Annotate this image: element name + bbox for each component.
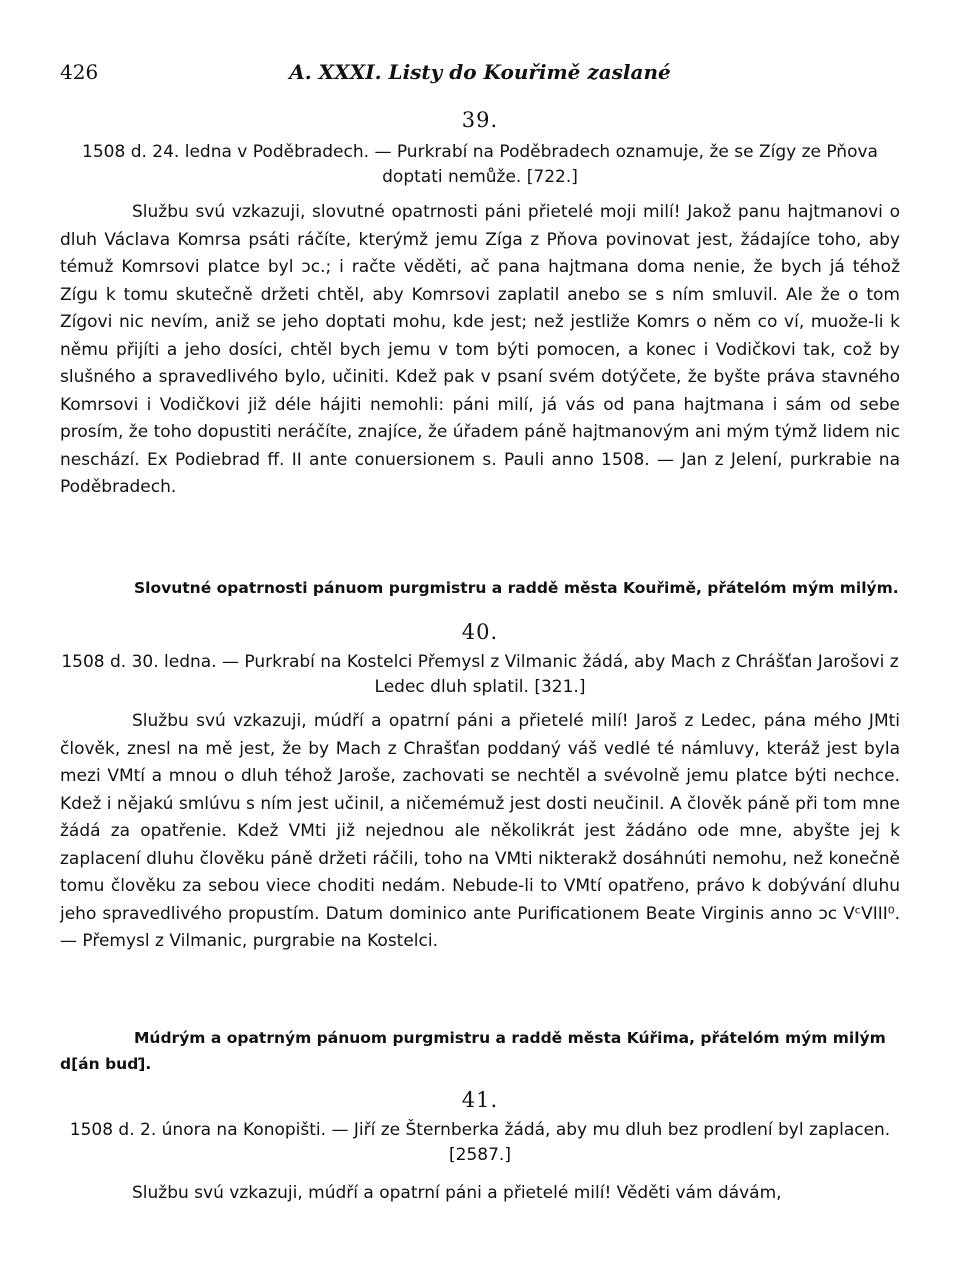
page-number: 426 xyxy=(60,60,99,84)
document-number: 40. xyxy=(461,620,499,644)
letter-address xyxy=(60,575,900,601)
document-regest: 1508 d. 24. ledna v Poděbradech. — Purkrabí na Poděbradech oznamuje, že se Zígy ze Pňova doptati nemůže. [722.] xyxy=(82,142,878,187)
document-regest: 1508 d. 30. ledna. — Purkrabí na Kostelci Přemysl z Vilmanic žádá, aby Mach z Chrášťan Jarošovi z Ledec dluh splatil. [321.] xyxy=(61,652,899,697)
letter-address xyxy=(60,1025,900,1077)
document-number: 41. xyxy=(461,1088,499,1112)
running-head xyxy=(60,60,900,88)
document-number: 39. xyxy=(461,108,499,132)
letter-text xyxy=(60,1180,900,1208)
letter-paragraph: Službu svú vzkazuji, slovutné opatrnosti páni přietelé moji milí! Jakož panu hajtmanovi o dluh Václava Komrsa psáti ráčíte, kterýmž jemu Zíga z Pňova povinovat jest, žádajíce toho, aby témuž Komrsovi platce byl ɔc.; i račte věděti, ač pana hajtmana doma nenie, že bych já téhož Zígu k tomu skutečně držeti chtěl, aby Komrsovi zaplatil anebo se s ním smluvil. Ale že o tom Zígovi nic nevím, aniž se jeho doptati mohu, kde jest; než jestliže Komrs o něm co ví, muože-li k němu přijíti a jeho dosíci, chtěl bych jemu v tom býti pomocen, a konec i Vodičkovi tak, což by slušného a spravedlivého bylo, učiniti. Kdež pak v psaní svém dotýčete, že byšte práva stavného Komrsovi i Vodičkovi již déle hájiti nemohli: páni milí, já vás od pana hajtmana i sám od sebe prosím, že toho dopustiti neráčíte, znajíce, že úřadem páně hajtmanovým ani mým týmž lidem nic neschází. Ex Podiebrad ff. II ante conuersionem s. Pauli anno 1508. — Jan z Jelení, purkrabie na Poděbradech. xyxy=(60,202,900,497)
address-text: Slovutné opatrnosti pánuom purgmistru a raddě města Kouřimě, přátelóm mým milým. xyxy=(134,579,899,597)
letter-paragraph: Službu svú vzkazuji, múdří a opatrní páni a přietelé milí! Věděti vám dávám, xyxy=(132,1183,782,1203)
letter-text xyxy=(60,199,900,502)
address-text: Múdrým a opatrným pánuom purgmistru a raddě města Kúřima, přátelóm mým milým d[án buď]. xyxy=(60,1029,886,1073)
document-regest: 1508 d. 2. února na Konopišti. — Jiří ze Šternberka žádá, aby mu dluh bez prodlení byl zaplacen. [2587.] xyxy=(69,1120,891,1165)
letter-paragraph: Službu svú vzkazuji, múdří a opatrní páni a přietelé milí! Jaroš z Ledec, pána mého JMti člověk, znesl na mě jest, že by Mach z Chrašťan poddaný váš vedlé té námluvy, kteráž jest byla mezi VMtí a mnou o dluh téhož Jaroše, zachovati se nechtěl a svévolně jemu platce býti nechce. Kdež i nějakú smlúvu s ním jest učinil, a ničemémuž jest dosti neučinil. A člověk páně při tom mne žádá za opatřenie. Kdež VMti již nejednou ale několikrát jest žádáno ode mne, abyšte jej k zaplacení dluhu člověku páně držeti ráčili, toho na VMti nikterakž dosáhnúti nemohu, než konečně tomu člověku za sebou viece choditi nedám. Nebude-li to VMtí opatřeno, právo k dobývání dluhu jeho spravedlivého propustím. Datum dominico ante Purificationem Beate Virginis anno ɔc VᶜVIII⁰. — Přemysl z Vilmanic, purgrabie na Kostelci. xyxy=(60,711,900,951)
running-title: A. XXXI. Listy do Kouřimě zaslané xyxy=(289,60,671,84)
letter-text xyxy=(60,708,900,956)
